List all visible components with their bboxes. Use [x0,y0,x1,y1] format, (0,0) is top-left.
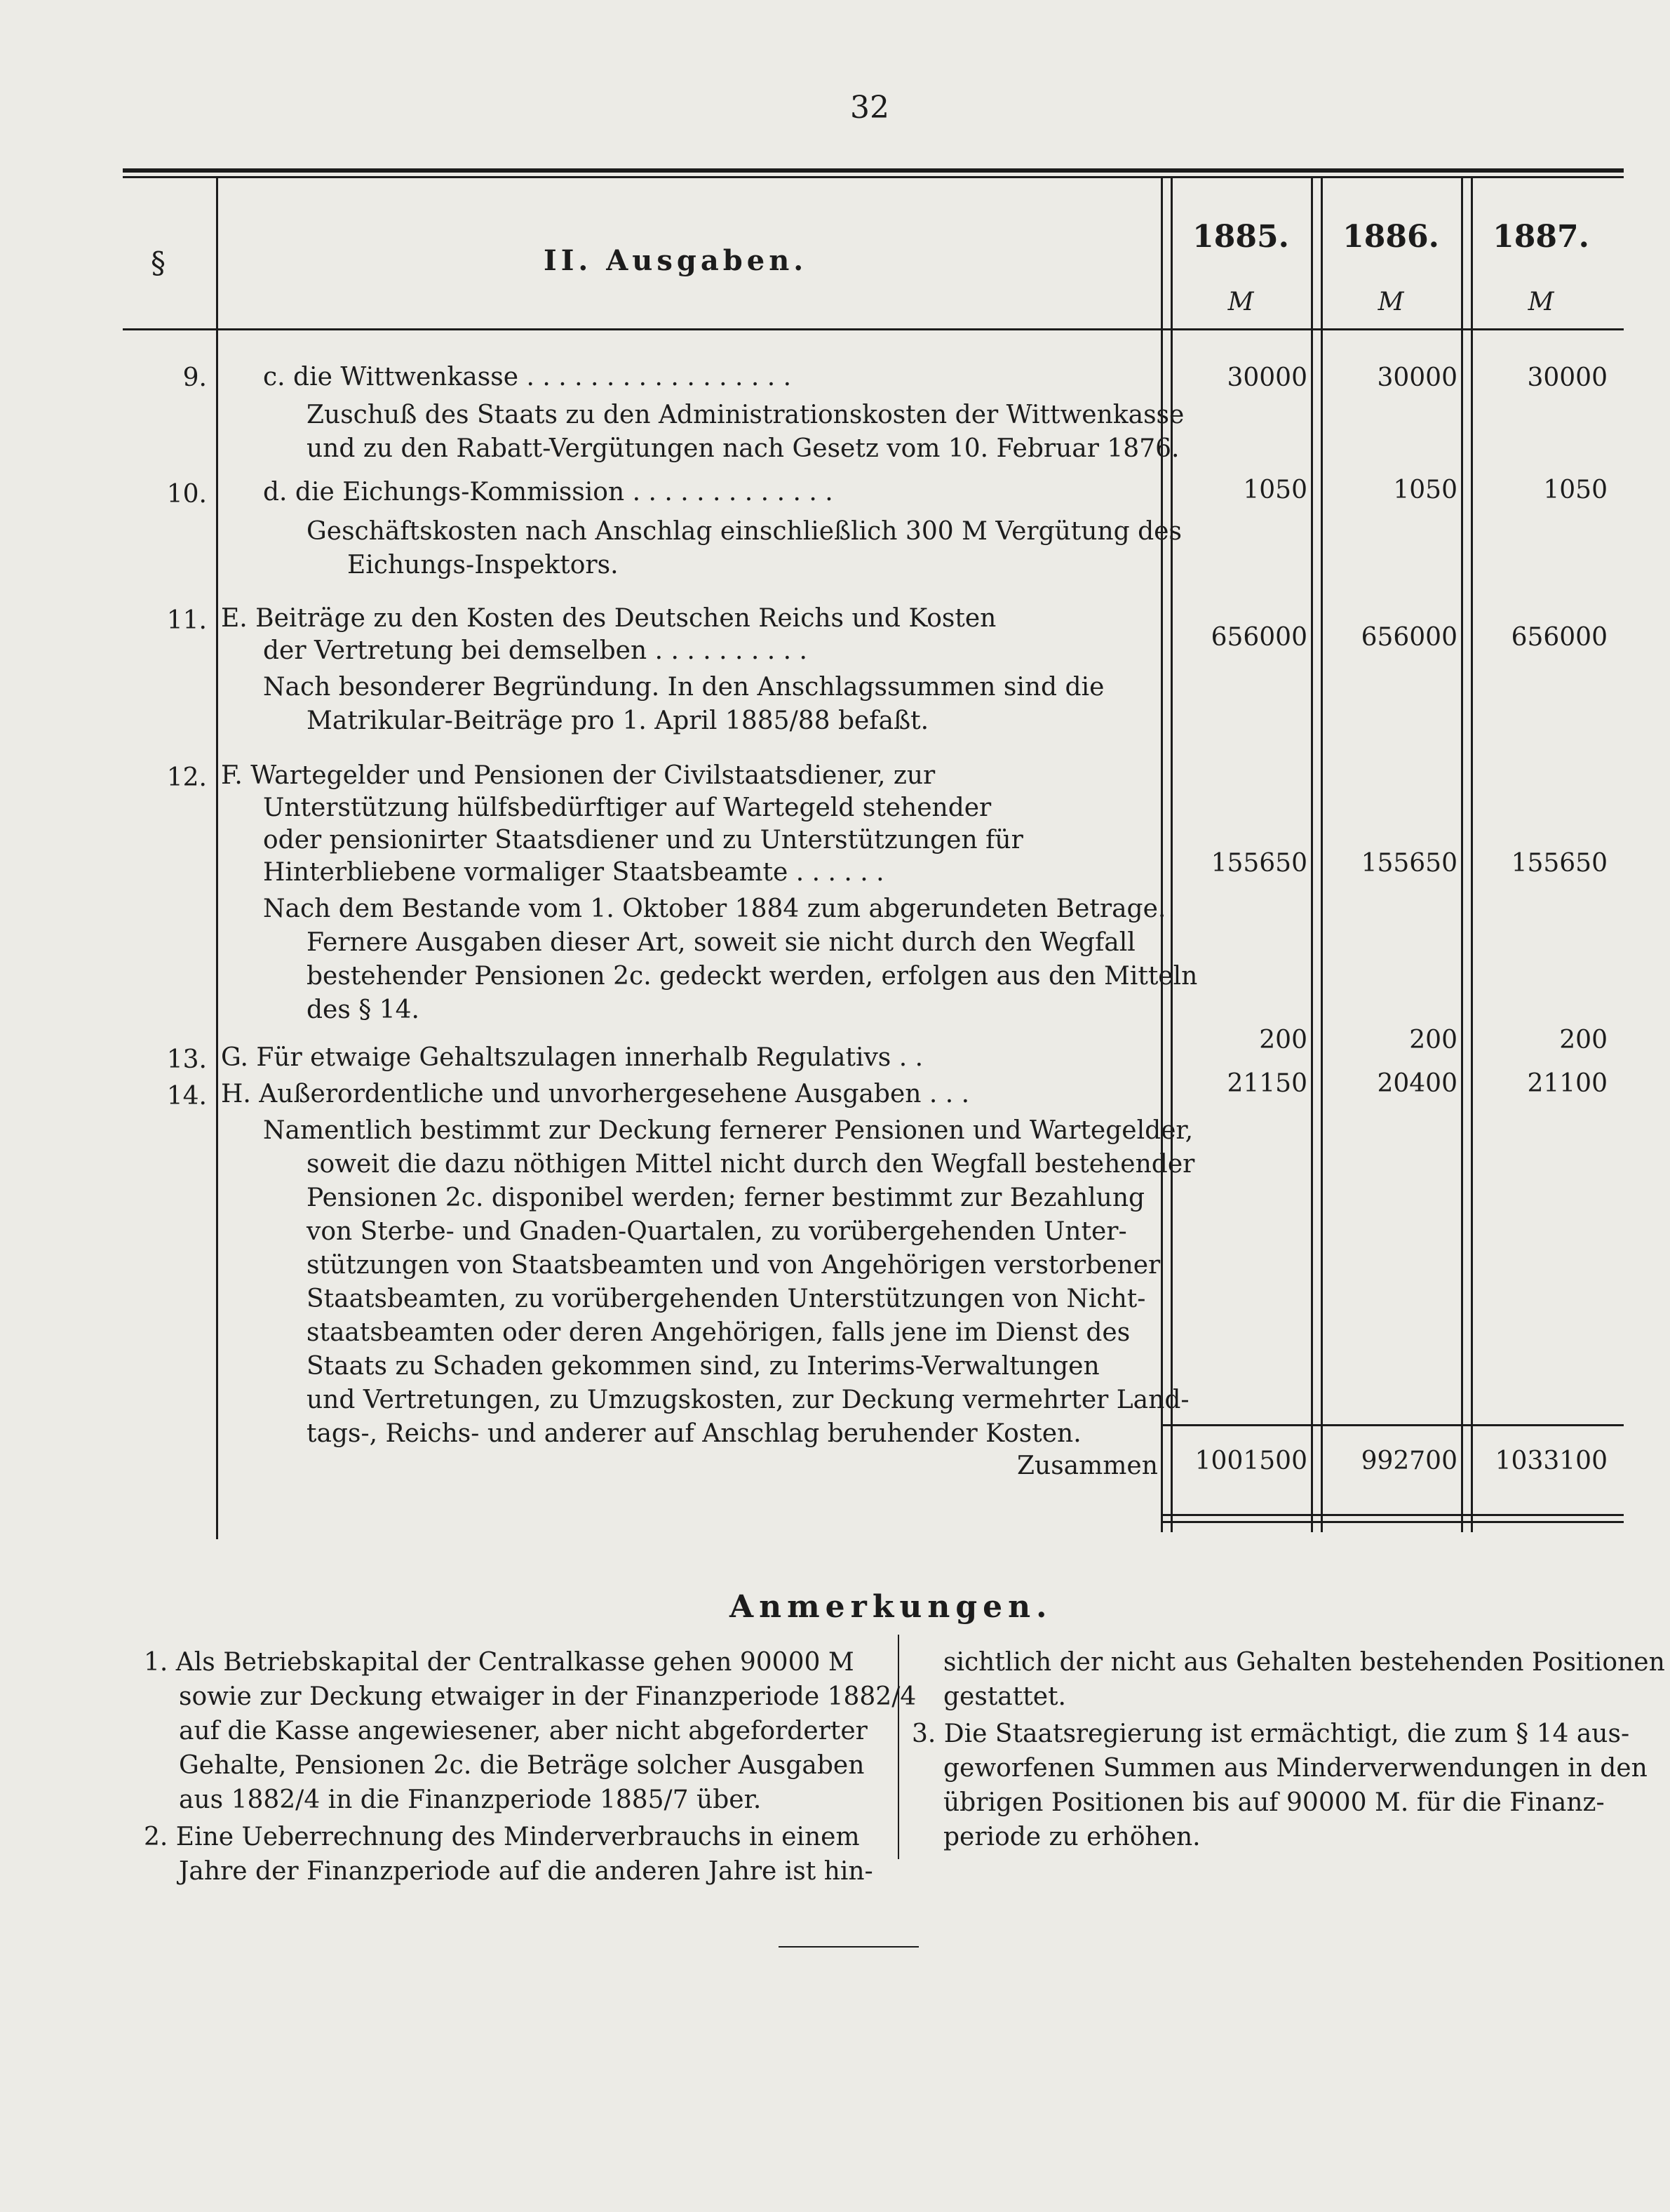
row-label: E. Beiträge zu den Kosten des Deutschen Reichs und Kosten [221,604,997,633]
total-double-rule [1161,1514,1624,1516]
value-1887: 21100 [1527,1069,1608,1098]
year-header-1886: 1886. [1342,219,1439,255]
row-note: Nach dem Bestande vom 1. Oktober 1884 zum abgerundeten Betrage. [263,894,1166,923]
row-note: Geschäftskosten nach Anschlag einschließlich 300 M Vergütung des [307,517,1182,546]
value-1886: 1050 [1393,476,1457,504]
row-label: d. die Eichungs-Kommission . . . . . . . . . . . . . [263,478,833,507]
row-note: Fernere Ausgaben dieser Art, soweit sie nicht durch den Wegfall [307,928,1136,957]
value-1886: 656000 [1361,623,1457,652]
note-line: Jahre der Finanzperiode auf die anderen Jahre ist hin- [179,1857,873,1886]
unit-header: M [1378,288,1404,316]
column-divider [216,178,218,1539]
row-note: Matrikular-Beiträge pro 1. April 1885/88 befaßt. [307,706,929,735]
total-double-rule [1161,1521,1624,1523]
row-note: stützungen von Staatsbeamten und von Angehörigen verstorbener [307,1251,1161,1280]
row-number: 14. [166,1082,207,1111]
value-1886: 200 [1409,1026,1457,1054]
note-line: 1. Als Betriebskapital der Centralkasse gehen 90000 M [144,1648,854,1677]
note-line: periode zu erhöhen. [943,1823,1201,1851]
note-line: geworfenen Summen aus Minderverwendungen in den [943,1754,1648,1783]
year-header-1887: 1887. [1493,219,1589,255]
total-rule [1161,1424,1624,1426]
row-label: der Vertretung bei demselben . . . . . . . . . . [263,636,808,665]
row-number: 13. [166,1045,207,1074]
row-number: 9. [182,363,207,392]
value-1886: 155650 [1361,849,1457,878]
note-line: 3. Die Staatsregierung ist ermächtigt, die zum § 14 aus- [912,1720,1630,1748]
row-number: 10. [166,480,207,509]
row-label: Hinterbliebene vormaliger Staatsbeamte . . . . . . [263,858,884,887]
row-label: H. Außerordentliche und unvorhergesehene Ausgaben . . . [221,1080,970,1108]
unit-header: M [1227,288,1254,316]
total-1886: 992700 [1361,1447,1457,1475]
value-1886: 20400 [1377,1069,1457,1098]
row-note: Staats zu Schaden gekommen sind, zu Interims-Verwaltungen [307,1352,1100,1381]
row-note: und zu den Rabatt-Vergütungen nach Gesetz vom 10. Februar 1876. [307,434,1180,463]
row-note: Pensionen 2c. disponibel werden; ferner bestimmt zur Bezahlung [307,1184,1145,1212]
note-line: auf die Kasse angewiesener, aber nicht abgeforderter [179,1717,868,1745]
value-1887: 30000 [1527,363,1608,392]
value-1887: 155650 [1511,849,1608,878]
row-note: von Sterbe- und Gnaden-Quartalen, zu vorübergehenden Unter- [307,1217,1127,1246]
note-line: sowie zur Deckung etwaiger in der Finanzperiode 1882/4 [179,1682,917,1711]
notes-column-divider [898,1635,899,1859]
note-line: 2. Eine Ueberrechnung des Minderverbrauchs in einem [144,1823,860,1851]
row-label: Unterstützung hülfsbedürftiger auf Wartegeld stehender [263,793,992,822]
value-1885: 1050 [1243,476,1307,504]
total-label: Zusammen [1017,1452,1158,1480]
row-note: Nach besonderer Begründung. In den Anschlagssummen sind die [263,673,1105,702]
row-label: G. Für etwaige Gehaltszulagen innerhalb Regulativs . . [221,1043,924,1072]
row-note: staatsbeamten oder deren Angehörigen, falls jene im Dienst des [307,1318,1131,1347]
value-1885: 155650 [1211,849,1307,878]
value-1885: 656000 [1211,623,1307,652]
notes-heading: Anmerkungen. [729,1589,1053,1625]
value-1885: 30000 [1227,363,1307,392]
row-note: soweit die dazu nöthigen Mittel nicht durch den Wegfall bestehender [307,1150,1195,1179]
value-1885: 21150 [1227,1069,1307,1098]
note-line: Gehalte, Pensionen 2c. die Beträge solcher Ausgaben [179,1751,865,1780]
value-1885: 200 [1259,1026,1307,1054]
footer-rule [779,1946,919,1948]
note-line: übrigen Positionen bis auf 90000 M. für die Finanz- [943,1788,1605,1817]
unit-header: M [1528,288,1554,316]
note-line: sichtlich der nicht aus Gehalten bestehenden Positionen [943,1648,1665,1677]
row-note: Eichungs-Inspektors. [347,551,619,579]
page-number: 32 [850,90,889,126]
section-title: II. Ausgaben. [544,244,808,277]
column-divider [1461,178,1463,1532]
row-number: 12. [166,763,207,792]
value-1887: 200 [1559,1026,1608,1054]
total-1887: 1033100 [1495,1447,1608,1475]
row-note: Staatsbeamten, zu vorübergehenden Unterstützungen von Nicht- [307,1285,1146,1313]
table-top-rule [123,168,1624,178]
value-1887: 1050 [1543,476,1608,504]
note-line: aus 1882/4 in die Finanzperiode 1885/7 über. [179,1785,762,1814]
column-divider [1311,178,1313,1532]
row-note: und Vertretungen, zu Umzugskosten, zur Deckung vermehrter Land- [307,1386,1190,1414]
row-label: F. Wartegelder und Pensionen der Civilstaatsdiener, zur [221,761,936,790]
row-note: bestehender Pensionen 2c. gedeckt werden, erfolgen aus den Mitteln [307,962,1198,991]
row-label: c. die Wittwenkasse . . . . . . . . . . . . . . . . . [263,363,792,391]
year-header-1885: 1885. [1192,219,1289,255]
value-1886: 30000 [1377,363,1457,392]
row-note: des § 14. [307,996,419,1024]
row-number: 11. [166,606,207,635]
expenditure-table [123,168,1624,1543]
row-note: tags-, Reichs- und anderer auf Anschlag beruhender Kosten. [307,1419,1082,1448]
note-line: gestattet. [943,1682,1066,1711]
row-label: oder pensionirter Staatsdiener und zu Unterstützungen für [263,826,1023,854]
value-1887: 656000 [1511,623,1608,652]
column-divider [1161,178,1163,1532]
row-note: Zuschuß des Staats zu den Administrationskosten der Wittwenkasse [307,401,1185,429]
total-1885: 1001500 [1194,1447,1307,1475]
row-note: Namentlich bestimmt zur Deckung fernerer Pensionen und Wartegelder, [263,1116,1194,1145]
header-rule [123,328,1624,330]
paragraph-header: § [151,246,166,280]
